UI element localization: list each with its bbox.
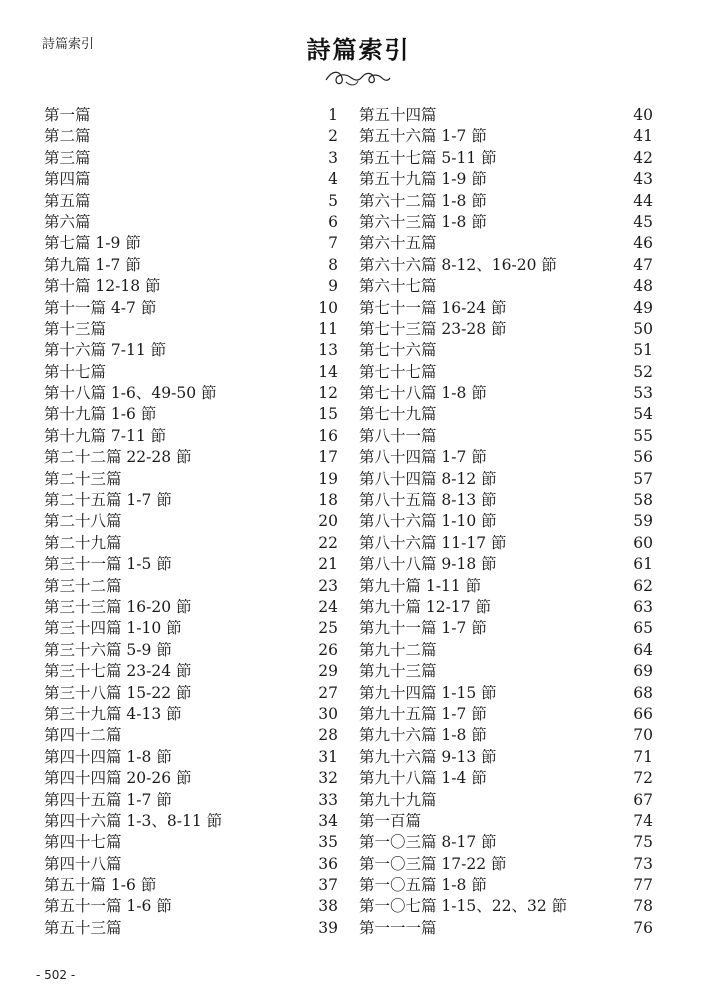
index-entry — [44, 832, 338, 853]
index-entry — [44, 704, 338, 725]
index-entry — [359, 640, 653, 661]
index-entry — [44, 426, 338, 447]
entry-page: 27 — [318, 683, 338, 702]
entry-title: 第三十四篇 1-10 節 — [44, 619, 182, 638]
index-entry — [44, 747, 338, 768]
entry-page: 47 — [633, 255, 653, 274]
entry-title: 第五十七篇 5-11 節 — [359, 148, 497, 167]
entry-title: 第十篇 12-18 節 — [44, 277, 161, 296]
index-entry — [44, 340, 338, 361]
entry-title: 第九十四篇 1-15 節 — [359, 683, 497, 702]
entry-title: 第九十篇 1-11 節 — [359, 576, 482, 595]
entry-page: 32 — [318, 769, 338, 788]
index-entry — [44, 404, 338, 425]
entry-title: 第一篇 — [44, 106, 91, 124]
index-entry — [359, 447, 653, 468]
index-entry — [44, 554, 338, 575]
entry-page: 20 — [318, 512, 338, 531]
entry-title: 第十三篇 — [44, 319, 107, 338]
index-entry — [44, 383, 338, 404]
index-entry — [44, 661, 338, 682]
entry-title: 第九十三篇 — [359, 662, 437, 681]
entry-page: 60 — [633, 533, 653, 552]
entry-title: 第一一一篇 — [359, 918, 437, 937]
entry-title: 第八十六篇 1-10 節 — [359, 512, 497, 531]
index-entry — [359, 554, 653, 575]
index-entry — [359, 618, 653, 639]
index-entry — [359, 340, 653, 361]
entry-page: 18 — [318, 491, 338, 510]
index-entry — [359, 747, 653, 768]
entry-page: 13 — [318, 341, 338, 360]
entry-title: 第五十三篇 — [44, 918, 122, 937]
entry-title: 第一〇五篇 1-8 節 — [359, 876, 487, 895]
index-entry — [359, 854, 653, 875]
entry-title: 第六十七篇 — [359, 277, 437, 296]
entry-title: 第七十一篇 16-24 節 — [359, 298, 507, 317]
entry-title: 第九十八篇 1-4 節 — [359, 769, 487, 788]
index-entry — [44, 683, 338, 704]
entry-page: 4 — [328, 170, 338, 189]
entry-page: 70 — [633, 726, 653, 745]
entry-title: 第三十一篇 1-5 節 — [44, 555, 172, 574]
index-entry — [359, 212, 653, 233]
entry-title: 第六十三篇 1-8 節 — [359, 212, 487, 231]
index-entry — [44, 576, 338, 597]
index-entry — [44, 640, 338, 661]
index-entry — [44, 298, 338, 319]
entry-page: 54 — [633, 405, 653, 424]
entry-title: 第一〇七篇 1-15、22、32 節 — [359, 897, 568, 916]
index-entry — [359, 597, 653, 618]
entry-title: 第五篇 — [44, 191, 91, 210]
entry-title: 第六十六篇 8-12、16-20 節 — [359, 255, 557, 274]
entry-title: 第五十四篇 — [359, 106, 437, 124]
entry-page: 23 — [318, 576, 338, 595]
index-entry — [359, 298, 653, 319]
entry-page: 11 — [318, 319, 338, 338]
entry-title: 第九十九篇 — [359, 790, 437, 809]
entry-title: 第三十三篇 16-20 節 — [44, 597, 192, 616]
entry-page: 45 — [633, 212, 653, 231]
index-entry — [44, 533, 338, 554]
entry-title: 第三十二篇 — [44, 576, 122, 595]
entry-title: 第九篇 1-7 節 — [44, 255, 141, 274]
index-entry — [359, 661, 653, 682]
entry-page: 42 — [633, 148, 653, 167]
entry-title: 第九十二篇 — [359, 640, 437, 659]
entry-page: 36 — [318, 854, 338, 873]
entry-page: 58 — [633, 491, 653, 510]
entry-page: 48 — [633, 277, 653, 296]
entry-page: 67 — [633, 790, 653, 809]
page-title: 詩篇索引 — [306, 36, 411, 64]
index-entry — [359, 319, 653, 340]
entry-page: 16 — [318, 426, 338, 445]
entry-page: 17 — [318, 448, 338, 467]
entry-page: 46 — [633, 234, 653, 253]
index-entry — [359, 683, 653, 704]
entry-page: 75 — [633, 833, 653, 852]
index-entry — [44, 362, 338, 383]
entry-page: 50 — [633, 319, 653, 338]
index-entry — [44, 790, 338, 811]
index-entry — [44, 105, 338, 126]
entry-page: 28 — [318, 726, 338, 745]
entry-title: 第七十八篇 1-8 節 — [359, 384, 487, 403]
entry-title: 第二十三篇 — [44, 469, 122, 488]
index-entry — [44, 896, 338, 917]
entry-title: 第六十二篇 1-8 節 — [359, 191, 487, 210]
entry-title: 第七十七篇 — [359, 362, 437, 381]
entry-page: 6 — [328, 212, 338, 231]
index-entry — [359, 533, 653, 554]
index-entry — [44, 169, 338, 190]
index-entry — [359, 875, 653, 896]
index-entry — [359, 768, 653, 789]
entry-title: 第二篇 — [44, 127, 91, 146]
entry-page: 68 — [633, 683, 653, 702]
entry-page: 66 — [633, 704, 653, 723]
entry-page: 38 — [318, 897, 338, 916]
flourish-ornament-icon — [322, 66, 394, 88]
entry-page: 14 — [318, 362, 338, 381]
index-entry — [359, 725, 653, 746]
entry-page: 61 — [633, 555, 653, 574]
index-column-right — [359, 105, 653, 939]
index-entry — [44, 854, 338, 875]
entry-title: 第三篇 — [44, 148, 91, 167]
index-entry — [44, 511, 338, 532]
entry-title: 第七十九篇 — [359, 405, 437, 424]
entry-page: 71 — [633, 747, 653, 766]
index-entry — [359, 362, 653, 383]
entry-page: 9 — [328, 277, 338, 296]
entry-title: 第七十三篇 23-28 節 — [359, 319, 507, 338]
index-entry — [359, 169, 653, 190]
index-entry — [44, 191, 338, 212]
index-entry — [44, 212, 338, 233]
index-entry — [359, 832, 653, 853]
index-entry — [44, 875, 338, 896]
entry-title: 第四十四篇 1-8 節 — [44, 747, 172, 766]
index-entry — [359, 404, 653, 425]
entry-page: 24 — [318, 597, 338, 616]
entry-title: 第三十八篇 15-22 節 — [44, 683, 192, 702]
index-entry — [359, 790, 653, 811]
index-entry — [44, 255, 338, 276]
entry-page: 8 — [328, 255, 338, 274]
entry-page: 52 — [633, 362, 653, 381]
index-entry — [359, 255, 653, 276]
entry-title: 第十七篇 — [44, 362, 107, 381]
index-entry — [359, 918, 653, 939]
index-entry — [44, 490, 338, 511]
entry-page: 25 — [318, 619, 338, 638]
index-entry — [359, 490, 653, 511]
entry-title: 第四篇 — [44, 170, 91, 189]
entry-title: 第四十五篇 1-7 節 — [44, 790, 172, 809]
index-entry — [359, 704, 653, 725]
entry-title: 第二十八篇 — [44, 512, 122, 531]
entry-page: 57 — [633, 469, 653, 488]
entry-title: 第二十九篇 — [44, 533, 122, 552]
index-entry — [44, 811, 338, 832]
entry-page: 7 — [328, 234, 338, 253]
entry-title: 第四十四篇 20-26 節 — [44, 769, 192, 788]
index-entry — [359, 191, 653, 212]
entry-title: 第十八篇 1-6、49-50 節 — [44, 384, 217, 403]
index-entry — [44, 276, 338, 297]
entry-page: 72 — [633, 769, 653, 788]
entry-page: 73 — [633, 854, 653, 873]
entry-title: 第一百篇 — [359, 811, 422, 830]
index-entry — [44, 618, 338, 639]
entry-title: 第八十一篇 — [359, 426, 437, 445]
index-entry — [44, 148, 338, 169]
entry-page: 15 — [318, 405, 338, 424]
entry-title: 第五十九篇 1-9 節 — [359, 170, 487, 189]
entry-title: 第六篇 — [44, 212, 91, 231]
entry-title: 第四十八篇 — [44, 854, 122, 873]
entry-page: 37 — [318, 876, 338, 895]
index-entry — [359, 426, 653, 447]
entry-page: 49 — [633, 298, 653, 317]
entry-title: 第七篇 1-9 節 — [44, 234, 141, 253]
entry-title: 第十一篇 4-7 節 — [44, 298, 157, 317]
index-entry — [359, 233, 653, 254]
entry-page: 39 — [318, 918, 338, 937]
entry-title: 第二十二篇 22-28 節 — [44, 448, 192, 467]
entry-page: 43 — [633, 170, 653, 189]
entry-title: 第一〇三篇 8-17 節 — [359, 833, 497, 852]
entry-page: 5 — [328, 191, 338, 210]
index-entry — [359, 511, 653, 532]
entry-page: 53 — [633, 384, 653, 403]
entry-page: 33 — [318, 790, 338, 809]
index-entry — [359, 896, 653, 917]
entry-page: 74 — [633, 811, 653, 830]
entry-title: 第三十九篇 4-13 節 — [44, 704, 182, 723]
entry-page: 12 — [318, 384, 338, 403]
entry-title: 第九十篇 12-17 節 — [359, 597, 492, 616]
entry-title: 第八十四篇 1-7 節 — [359, 448, 487, 467]
entry-page: 26 — [318, 640, 338, 659]
entry-page: 56 — [633, 448, 653, 467]
entry-page: 76 — [633, 918, 653, 937]
entry-page: 51 — [633, 341, 653, 360]
index-entry — [359, 576, 653, 597]
entry-page: 78 — [633, 897, 653, 916]
index-entry — [359, 276, 653, 297]
entry-page: 41 — [633, 127, 653, 146]
entry-title: 第四十七篇 — [44, 833, 122, 852]
index-entry — [44, 725, 338, 746]
entry-title: 第五十六篇 1-7 節 — [359, 127, 487, 146]
entry-page: 10 — [318, 298, 338, 317]
entry-page: 29 — [318, 662, 338, 681]
entry-page: 63 — [633, 597, 653, 616]
index-entry — [359, 126, 653, 147]
entry-page: 21 — [318, 555, 338, 574]
entry-page: 30 — [318, 704, 338, 723]
index-entry — [359, 148, 653, 169]
entry-page: 40 — [633, 106, 653, 124]
entry-page: 62 — [633, 576, 653, 595]
entry-page: 34 — [318, 811, 338, 830]
entry-page: 59 — [633, 512, 653, 531]
entry-page: 3 — [328, 148, 338, 167]
entry-page: 1 — [328, 106, 338, 124]
entry-page: 64 — [633, 640, 653, 659]
entry-title: 第三十七篇 23-24 節 — [44, 662, 192, 681]
entry-title: 第九十六篇 9-13 節 — [359, 747, 497, 766]
entry-title: 第八十八篇 9-18 節 — [359, 555, 497, 574]
running-header: 詩篇索引 — [42, 37, 95, 52]
index-entry — [44, 918, 338, 939]
entry-title: 第十九篇 1-6 節 — [44, 405, 157, 424]
index-entry — [44, 597, 338, 618]
entry-title: 第八十四篇 8-12 節 — [359, 469, 497, 488]
index-entry — [359, 469, 653, 490]
entry-page: 31 — [318, 747, 338, 766]
index-entry — [359, 811, 653, 832]
entry-title: 第六十五篇 — [359, 234, 437, 253]
entry-page: 19 — [318, 469, 338, 488]
index-entry — [359, 383, 653, 404]
entry-title: 第四十六篇 1-3、8-11 節 — [44, 811, 223, 830]
entry-title: 第九十一篇 1-7 節 — [359, 619, 487, 638]
entry-title: 第五十一篇 1-6 節 — [44, 897, 172, 916]
entry-page: 44 — [633, 191, 653, 210]
entry-title: 第五十篇 1-6 節 — [44, 876, 157, 895]
entry-page: 77 — [633, 876, 653, 895]
entry-page: 22 — [318, 533, 338, 552]
index-entry — [44, 447, 338, 468]
entry-title: 第八十五篇 8-13 節 — [359, 491, 497, 510]
index-entry — [44, 233, 338, 254]
entry-page: 2 — [328, 127, 338, 146]
index-column-left — [44, 105, 338, 939]
index-entry — [359, 105, 653, 126]
entry-title: 第一〇三篇 17-22 節 — [359, 854, 507, 873]
index-entry — [44, 469, 338, 490]
entry-page: 35 — [318, 833, 338, 852]
index-entry — [44, 126, 338, 147]
entry-page: 55 — [633, 426, 653, 445]
entry-page: 69 — [633, 662, 653, 681]
entry-title: 第二十五篇 1-7 節 — [44, 491, 172, 510]
entry-title: 第八十六篇 11-17 節 — [359, 533, 507, 552]
entry-title: 第十六篇 7-11 節 — [44, 341, 167, 360]
index-entry — [44, 319, 338, 340]
entry-title: 第七十六篇 — [359, 341, 437, 360]
index-entry — [44, 768, 338, 789]
entry-title: 第九十六篇 1-8 節 — [359, 726, 487, 745]
entry-page: 65 — [633, 619, 653, 638]
entry-title: 第三十六篇 5-9 節 — [44, 640, 172, 659]
entry-title: 第九十五篇 1-7 節 — [359, 704, 487, 723]
page-number: - 502 - — [36, 968, 76, 982]
entry-title: 第四十二篇 — [44, 726, 122, 745]
entry-title: 第十九篇 7-11 節 — [44, 426, 167, 445]
